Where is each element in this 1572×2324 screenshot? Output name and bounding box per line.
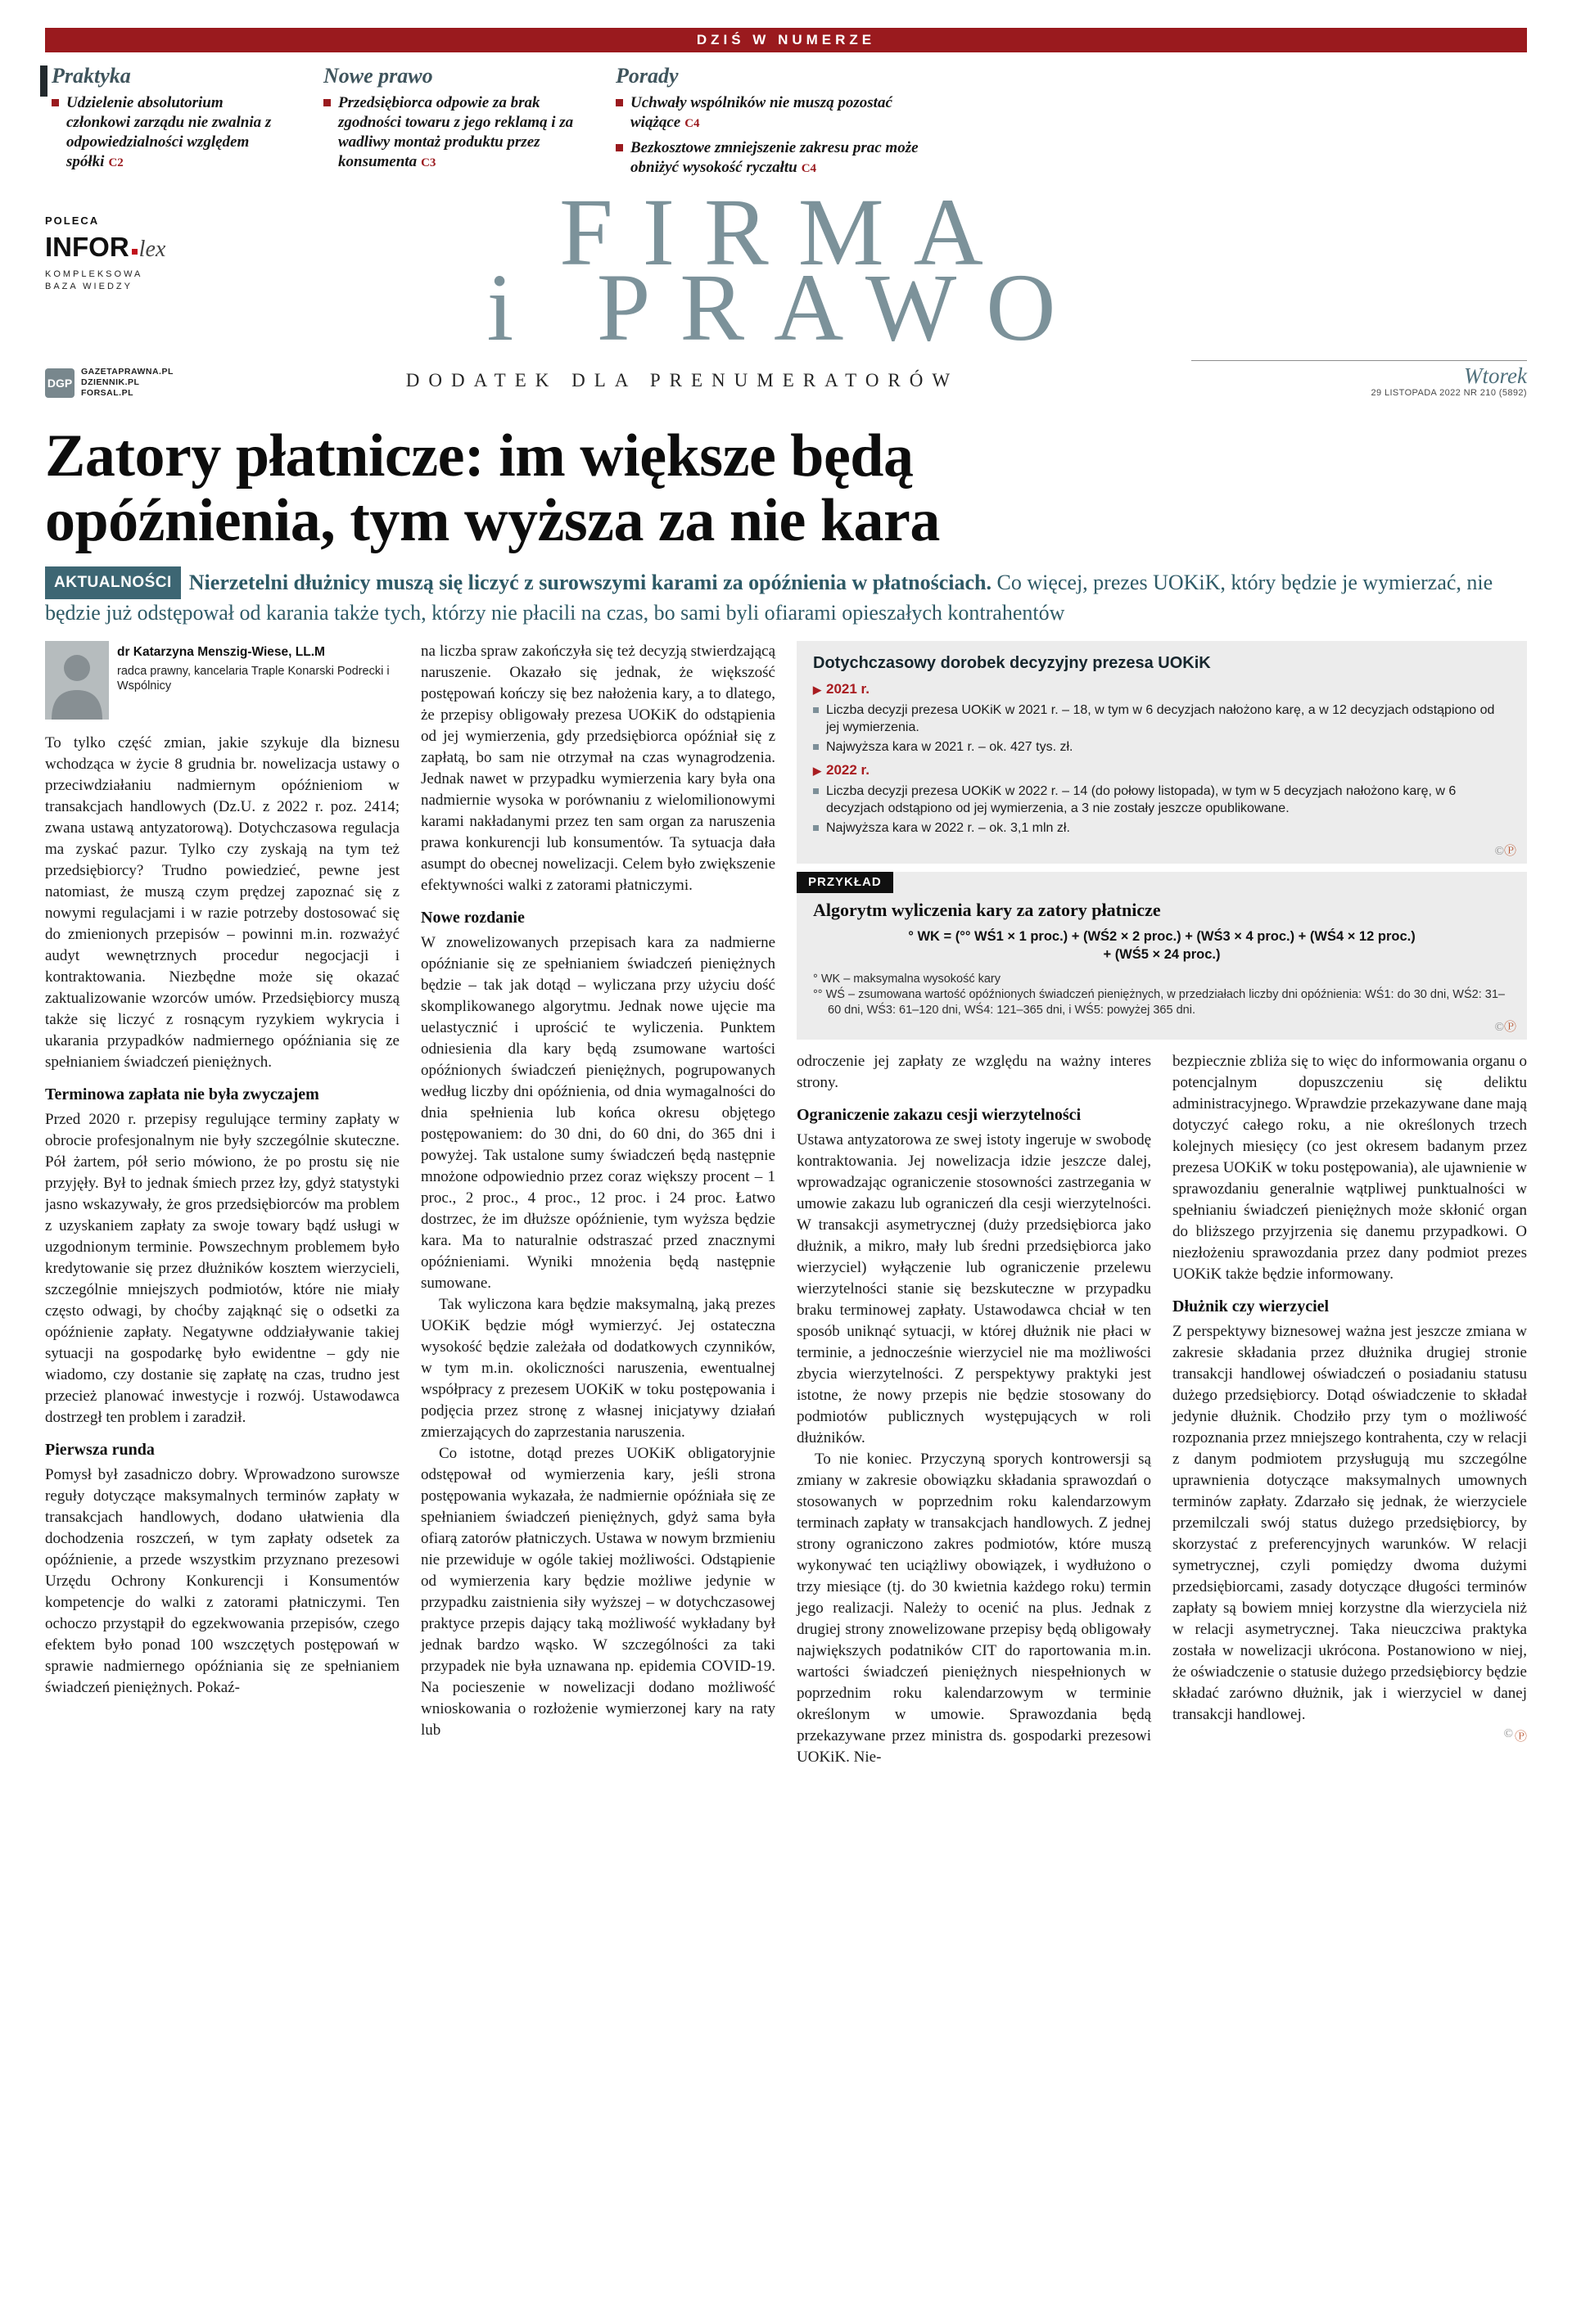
published-icon: Ⓟ: [1514, 1731, 1527, 1744]
article-body: [45, 641, 1527, 2324]
square-bullet-icon: [813, 825, 819, 831]
subheading: Ograniczenie zakazu cesji wierzytelności: [797, 1106, 1082, 1124]
paper-title-line1: FIRMA: [559, 178, 1013, 286]
stats-item-text: Liczba decyzji prezesa UOKiK w 2022 r. – 14 (do połowy listopada), w tym w 5 decyzjach nałożono karę, w 6 decyzjach odstąpiono od jej wymierzenia, a 3 nie zostały jeszcze opublikowane.: [826, 784, 1457, 815]
published-icon: Ⓟ: [1503, 1021, 1516, 1034]
toc-accent-bar: [40, 65, 47, 97]
toc-item: [616, 93, 960, 133]
stats-item: [813, 783, 1511, 817]
paragraph: Ustawa antyzatorowa ze swej istoty ingeruje w swobodę kontraktowania. Jej nowelizacja idzie jeszcze dalej, wprowadzając ograniczenie stosowności zastrzegania w umowie zakazu lub ograniczeń dla cesji wierzytelności. W transakcji asymetrycznej (duży przedsiębiorca jako dłużnik, a mikro, mały lub średni przedsiębiorca jako wierzyciel) wyłączenie lub ograniczenie przelewu wierzytelności stanie się bezskuteczne w przypadku braku terminowej zapłaty. Ustawodawca chciał w ten sposób uniknąć sytuacji, w której dłużnik nie płaci w terminie, a jednocześnie wierzyciel nie ma możliwości zbycia wierzytelności. Z perspektywy praktyki jest istotne, że nowy przepis nie będzie stosowany do podmiotów publicznych występujących w roli dłużników.: [797, 1131, 1151, 1446]
date-block: [1191, 360, 1527, 398]
paragraph: bezpiecznie zbliża się to więc do informowania organu o potencjalnym dopuszczeniu się deliktu administracyjnego. Wprawdzie przekazywane dane mają dotyczyć całego roku, a nie określonych trzech kolejnych miesięcy (co jest okresem badanym przez prezesa UOKiK w toku postępowania), ale ujawnienie w sprawozdaniu generalnie wątpliwej punktualności w spełnianiu świadczeń pieniężnych może skłonić organ do bliższego przyjrzenia się danemu przypadkowi. O niezłożeniu sprawozdania przez dany podmiot prezes UOKiK także będzie informowany.: [1172, 1053, 1527, 1283]
article-column-4: [1172, 1051, 1527, 1768]
author-role: radca prawny, kancelaria Traple Konarski Podrecki i Wspólnicy: [117, 665, 390, 693]
square-bullet-icon: [813, 788, 819, 794]
stats-year-label: 2021 r.: [826, 681, 870, 697]
infor-logo-block: [45, 214, 165, 293]
infor-suffix: lex: [138, 237, 166, 262]
copyright-icon: ©: [1494, 1021, 1504, 1034]
infor-wordmark: INFOR: [45, 232, 129, 262]
dgp-logo: DGP: [45, 368, 75, 398]
copyright-icon: ©: [1503, 1727, 1513, 1740]
paragraph: Tak wyliczona kara będzie maksymalną, jaką prezes UOKiK będzie mógł wymierzyć. Jej ostateczna wysokość będzie zależała od dodatkowych czynników, w tym m.in. okoliczności naruszenia, ewentualnej współpracy z prezesem UOKiK w toku postępowania i podjęcia przez stronę z własnej inicjatywy działań zmierzających do zaprzestania naruszenia.: [421, 1296, 775, 1441]
toc-item-text: [630, 138, 960, 178]
banner-label: DZIŚ W NUMERZE: [696, 32, 876, 47]
square-bullet-icon: [616, 144, 623, 151]
toc-item-label: Bezkosztowe zmniejszenie zakresu prac może obniżyć wysokość ryczałtu: [630, 139, 919, 176]
dgp-logo-block: [45, 360, 174, 399]
toc-section-title: Porady: [616, 64, 679, 88]
formula-note-2: °° WŚ – zsumowana wartość opóźnionych świadczeń pieniężnych, w przedziałach liczby dni opóźnienia: WŚ1: do 30 dni, WŚ2: 31–60 dni, WŚ3: 61–120 dni, WŚ4: 121–365 dni, i WŚ5: powyżej 365 dni.: [813, 988, 1505, 1017]
author-byline: [45, 641, 400, 720]
poleca-label: POLECA: [45, 214, 100, 227]
headline-line1: Zatory płatnicze: im większe będą: [45, 422, 914, 490]
toc-section-title: Nowe prawo: [323, 64, 433, 88]
infor-dot-icon: [132, 249, 138, 255]
stats-item: [813, 819, 1511, 837]
example-title: Algorytm wyliczenia kary za zatory płatnicze: [813, 900, 1161, 920]
masthead-bottom-row: [45, 360, 1527, 411]
infor-tagline: [45, 269, 165, 293]
stats-item: [813, 702, 1511, 736]
lead-bold-sentence: Nierzetelni dłużnicy muszą się liczyć z surowszymi karami za opóźnienia w płatnościach.: [188, 571, 992, 594]
lead-paragraph: [45, 566, 1527, 626]
toc-item: [323, 93, 581, 173]
stats-item: [813, 738, 1511, 756]
copyright-marks: [1495, 1022, 1516, 1034]
triangle-bullet-icon: ▶: [813, 684, 821, 696]
toc-item-label: Uchwały wspólników nie muszą pozostać wiążące: [630, 94, 892, 131]
copyright-marks: [1172, 1727, 1527, 1744]
issue-date-line: 29 LISTOPADA 2022 NR 210 (5892): [1371, 388, 1527, 398]
square-bullet-icon: [813, 707, 819, 713]
paragraph: Przed 2020 r. przepisy regulujące terminy zapłaty w obrocie profesjonalnym nie były szczególnie skuteczne. Pół żartem, pół serio mówiono, że po prostu się nie przyjęły. Był to jednak śmiech przez łzy, gdyż statystyki jasno wskazywały, że gros przedsiębiorców ma problem z uzyskaniem zapłaty za swoje towary bądź usługi w uzgodnionym terminie. Powszechnym problemem było kredytowanie się przez dłużników kosztem wierzycieli, szczególnie mniejszych podmiotów, które nie miały często odwagi, by choćby zająknąć się o odsetki za opóźnienie zapłaty. Negatywne oddziaływanie takiej sytuacji na gospodarkę było ewidentne – gdy nie wiadomo, czy dostanie się zapłatę na czas, trudno jest przecież planować inwestycje i rozwój. Ustawodawca dostrzegł ten problem i zaradził.: [45, 1111, 400, 1426]
formula-line2: + (WŚ5 × 24 proc.): [1103, 947, 1221, 962]
published-icon: Ⓟ: [1503, 845, 1516, 858]
stats-year-label: 2022 r.: [826, 762, 870, 778]
masthead: [45, 178, 1527, 361]
dgp-site: DZIENNIK.PL: [81, 377, 140, 387]
dgp-site-list: [81, 367, 174, 399]
paper-title: [172, 178, 1400, 361]
toc-item-text: [630, 93, 960, 133]
toc-section-title: Praktyka: [52, 64, 131, 88]
subheading: Terminowa zapłata nie była zwyczajem: [45, 1085, 319, 1103]
infor-tagline-line: KOMPLEKSOWA: [45, 269, 143, 279]
infor-tagline-line: BAZA WIEDZY: [45, 282, 133, 291]
toc-item-text: [66, 93, 289, 173]
edition-subtitle: DODATEK DLA PRENUMERATORÓW: [405, 370, 960, 390]
page-reference: C3: [421, 156, 436, 169]
stats-year-2021: [813, 681, 1511, 697]
author-portrait-placeholder: [45, 641, 109, 720]
square-bullet-icon: [813, 744, 819, 750]
toc-section-nowe-prawo: [323, 64, 581, 183]
subheading: Dłużnik czy wierzyciel: [1172, 1297, 1330, 1315]
copyright-icon: ©: [1494, 845, 1504, 858]
today-in-issue-banner: [45, 28, 1527, 52]
square-bullet-icon: [323, 99, 331, 106]
subheading: Pierwsza runda: [45, 1441, 155, 1459]
subheading: Nowe rozdanie: [421, 909, 525, 927]
main-headline: [45, 424, 1527, 553]
stats-item-text: Najwyższa kara w 2022 r. – ok. 3,1 mln zł.: [826, 821, 1070, 835]
formula-note-1: ° WK – maksymalna wysokość kary: [813, 972, 1001, 986]
example-box: [797, 872, 1527, 1040]
paper-title-line2: i PRAWO: [486, 254, 1086, 361]
section-tag: AKTUALNOŚCI: [45, 566, 181, 599]
stats-box: [797, 641, 1527, 864]
article-column-3: [797, 1051, 1151, 1768]
page-reference: C4: [684, 117, 700, 130]
stats-item-text: Liczba decyzji prezesa UOKiK w 2021 r. – 18, w tym w 6 decyzjach nałożono karę, a w 12 decyzjach odstąpiono od jej wymierzenia.: [826, 703, 1495, 734]
infor-logo: [45, 233, 165, 264]
author-info: [117, 641, 400, 720]
formula-line1: ° WK = (°° WŚ1 × 1 proc.) + (WŚ2 × 2 proc.) + (WŚ3 × 4 proc.) + (WŚ4 × 12 proc.): [908, 929, 1416, 944]
square-bullet-icon: [616, 99, 623, 106]
paragraph: Pomysł był zasadniczo dobry. Wprowadzono surowsze reguły dotyczące maksymalnych terminów zapłaty w transakcjach handlowych, dodano ułatwienia dla dochodzenia roszczeń, w tym zapłaty odsetek za opóźnienie, a przede wszystkim przyznano prezesowi Urzędu Ochrony Konkurencji i Konsumentów kompetencje do walki z zatorami płatniczymi. Ten ochoczo przystąpił do egzekwowania przepisów, czego efektem było ponad 100 wszczętych postępowań w sprawie nadmiernego opóźniania się ze spełnianiem świadczeń pieniężnych. Pokaź-: [45, 1466, 400, 1696]
page-reference: C2: [108, 156, 124, 169]
paragraph: To nie koniec. Przyczyną sporych kontrowersji są zmiany w zakresie obowiązku składania sprawozdań o stosowanych w poprzednim roku kalendarzowym terminach zapłaty w transakcjach handlowych. Z jednej strony ograniczono zakres podmiotów, które muszą wykonywać ten uciążliwy obowiązek, i wydłużono o trzy miesiące (tj. do 30 kwietnia każdego roku) termin jego realizacji. Należy to ocenić na plus. Jednak z drugiej strony znowelizowane przepisy będą obligowały największych podatników CIT do raportowania m.in. wartości świadczeń pieniężnych niespełnionych w poprzednim roku kalendarzowym w terminie określonym w umowie. Sprawozdania będą przekazywane przez ministra ds. gospodarki prezesowi UOKiK. Nie-: [797, 1451, 1151, 1766]
paragraph: odroczenie jej zapłaty ze względu na ważny interes strony.: [797, 1053, 1151, 1091]
page-reference: C4: [801, 162, 817, 175]
paragraph: To tylko część zmian, jakie szykuje dla biznesu wchodząca w życie 8 grudnia br. nowelizacja ustawy o przeciwdziałaniu nadmiernym opóźnieniom w transakcjach handlowych (Dz.U. z 2022 r. poz. 2414; zwana ustawą antyzatorową). Dotychczasowa regulacja ma zyskać pazur. Tylko czy zyskają na tym też przedsiębiorcy? Trudno powiedzieć, pewne jest natomiast, że muszą czym prędzej zapoznać się z nowymi regulacjami i w razie potrzeby dostosować się do zmienionych przepisów – powinni m.in. rozważyć audyt wewnętrznych procedur negocjacji i kontraktowania. Niezbędne może się okazać zaktualizowanie wzorców umów. Przedsiębiorcy muszą także się liczyć z rosnącym ryzykiem wykrycia i ukarania przypadków nadmiernego opóźniania się ze spełnianiem świadczeń pieniężnych.: [45, 734, 400, 1071]
stats-box-title: Dotychczasowy dorobek decyzyjny prezesa UOKiK: [813, 654, 1211, 672]
paragraph: Z perspektywy biznesowej ważna jest jeszcze zmiana w zakresie składania przez dłużnika drugiej stronie transakcji handlowej oświadczeń o posiadaniu statusu dużego przedsiębiorcy. Dotąd oświadczenie to składał jedynie dłużnik. Chodziło przy tym o możliwość rozpoznania przez mniejszego kontrahenta, czy w relacji z danym podmiotem przysługują mu szczególne uprawnienia dotyczące maksymalnych umownych terminów zapłaty. Zdarzało się jednak, że wierzyciele przemilczali swój status dużego przedsiębiorcy, by skorzystać z preferencyjnych warunków. W relacji symetrycznej, czyli pomiędzy dwoma dużymi przedsiębiorcami, zasady dotyczące długości terminów zapłaty są bowiem mniej korzystne dla wierzyciela niż w relacji asymetrycznej. Taka nieuczciwa praktyka została w nowelizacji ukrócona. Postanowiono w niej, że oświadczenie o statusie dużego przedsiębiorcy będzie składać zarówno dłużnik, jak i wierzyciel w danej transakcji handlowej.: [1172, 1323, 1527, 1723]
paragraph: Co istotne, dotąd prezes UOKiK obligatoryjnie odstępował od wymierzenia kary, jeśli strona postępowania wykazała, że nadmiernie opóźniała się ze spełnianiem świadczeń pieniężnych, gdyż sama była ofiarą zatorów płatniczych. Ustawa w nowym brzmieniu nie przewiduje w ogóle takiej możliwości. Odstąpienie od wymierzenia kary będzie możliwe jedynie w przypadku zaistnienia siły wyższej – w dotychczasowej praktyce przepis dający taką możliwość wykładany był jednak bardzo wąsko. W szczególności za taki przypadek nie była uznawana np. epidemia COVID-19. Na pocieszenie w nowelizacji dodano możliwość wnioskowania o rozłożenie wymierzonej kary na raty lub: [421, 1445, 775, 1739]
copyright-marks: [1495, 846, 1516, 858]
example-tag: PRZYKŁAD: [797, 872, 893, 893]
weekday-label: Wtorek: [1464, 363, 1527, 388]
toc-section-praktyka: [52, 64, 289, 183]
stats-year-2022: [813, 762, 1511, 778]
table-of-contents: [52, 64, 1527, 183]
paragraph: na liczba spraw zakończyła się też decyzją stwierdzającą naruszenie. Okazało się jednak, że większość postępowań kończy się bez nałożenia kary, a to dlatego, że przepisy obligowały prezesa UOKiK do odstąpienia od jej wymierzenia, gdy przedsiębiorca opóźniał się z zapłatą, bo sam nie otrzymał na czas wynagrodzenia. Jednak nawet w przypadku wymierzenia kary była ona nadmiernie wysoka w porównaniu z wielomilionowymi karami nakładanymi przez ten sam organ za naruszenia prawa konkurencji lub konsumentów. Ta sytuacja dała asumpt do obecnej nowelizacji. Celem było zwiększenie efektywności walki z zatorami płatniczymi.: [421, 643, 775, 894]
toc-item: [616, 138, 960, 178]
right-columns: [797, 1051, 1527, 1768]
author-photo: [45, 641, 109, 720]
penalty-formula: [813, 927, 1511, 963]
article-right-half: [797, 641, 1527, 2324]
square-bullet-icon: [52, 99, 59, 106]
dgp-site: GAZETAPRAWNA.PL: [81, 367, 174, 377]
triangle-bullet-icon: ▶: [813, 765, 821, 777]
toc-item-label: Przedsiębiorca odpowie za brak zgodności towaru z jego reklamą i za wadliwy montaż produktu przez konsumenta: [338, 94, 574, 170]
headline-line2: opóźnienia, tym wyższa za nie kara: [45, 487, 940, 554]
author-name: dr Katarzyna Menszig-Wiese, LL.M: [117, 645, 325, 659]
toc-item-label: Udzielenie absolutorium członkowi zarządu nie zwalnia z odpowiedzialności względem spółki: [66, 94, 272, 170]
dgp-site: FORSAL.PL: [81, 388, 133, 398]
lead-rest: Co więcej, prezes UOKiK, który będzie je wymierzać, nie będzie już odstępował od karania także tych, którzy nie płacili na czas, bo sami byli ofiarami opieszałych kontrahentów: [45, 571, 1493, 625]
toc-section-porady: [616, 64, 960, 183]
article-column-1: [45, 641, 400, 2324]
toc-item: [52, 93, 289, 173]
stats-item-text: Najwyższa kara w 2021 r. – ok. 427 tys. zł.: [826, 740, 1073, 754]
paragraph: W znowelizowanych przepisach kara za nadmierne opóźnianie się ze spełnianiem świadczeń pieniężnych będzie – tak jak dotąd – wyliczana przy użyciu dość skomplikowanego algorytmu. Jednak nowe ujęcie ma uelastycznić i uprościć te wyliczenia. Punktem odniesienia dla kary będą zsumowane wartości opóźnionych świadczeń pieniężnych, pogrupowanych według liczby dni opóźnienia, od dnia wymagalności do dnia spełnienia lub końca okresu objętego postępowaniem: do 30 dni, do 60 dni, do 365 dni i powyżej. Tak ustalone sumy świadczeń będą następnie mnożone odpowiednio przez coraz większy procent – 1 proc., 2 proc., 4 proc., 12 proc. i 24 proc. Łatwo dostrzec, że im dłuższe opóźnienie, tym wyższa będzie kara. Ma to naturalnie odstraszać przed znacznymi opóźnieniami. Wyniki mnożenia będą następnie sumowane.: [421, 934, 775, 1292]
article-column-2: [421, 641, 775, 2324]
toc-item-text: [338, 93, 581, 173]
